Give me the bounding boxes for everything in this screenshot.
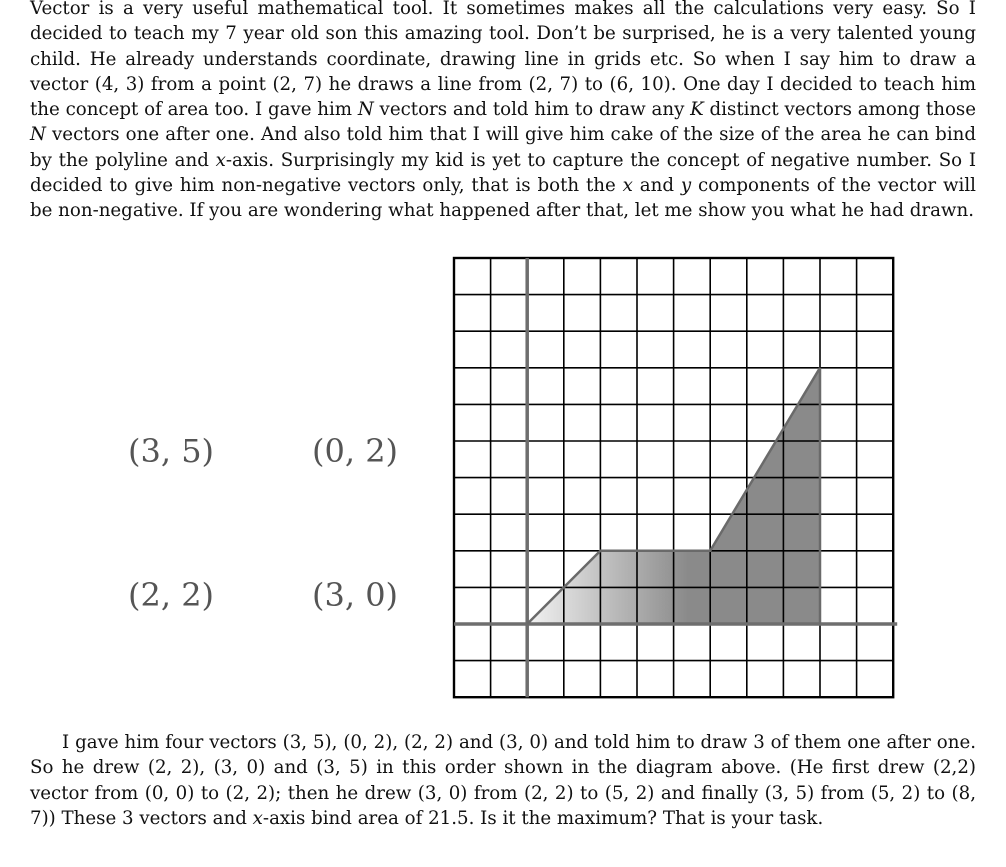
math-variable: N: [357, 99, 374, 121]
math-variable: x: [622, 175, 633, 197]
text-run: vectors one after one. And also told him that I will give him cake of the size of the area he can bind by the polyline and: [30, 124, 976, 171]
text-run: vectors and told him to draw any: [373, 99, 691, 121]
grid-diagram: [440, 250, 910, 700]
math-variable: K: [690, 99, 704, 121]
math-variable: y: [680, 175, 692, 197]
text-run: I gave him four vectors (3, 5), (0, 2), (2, 2) and (3, 0) and told him to draw 3 of them one after one. So he drew (2, 2), (3, 0) and (3, 5) in this order shown in the diagram above. (He first drew (2,2) vector from (0, 0) to (2, 2); then he drew (3, 0) from (2, 2) to (5, 2) and finally (3, 5) from (5, 2) to (8, 7)) These 3 vectors and: [30, 732, 976, 829]
math-variable: N: [30, 124, 46, 146]
vector-label: (2, 2): [128, 576, 215, 614]
text-run: and: [632, 175, 681, 197]
text-run: -axis. Surprisingly my kid is yet to capture the concept of negative number. So I decided to give him non-negative vectors only, that is both the: [30, 149, 977, 197]
vector-label: (0, 2): [312, 432, 399, 470]
vector-area-diagram: [440, 250, 910, 704]
vector-label: (3, 5): [128, 432, 215, 470]
text-run: components of the vector will be non-negative. If you are wondering what happened after that, let me show you what he had drawn.: [30, 175, 976, 222]
explanation-paragraph: [30, 730, 976, 831]
math-variable: x: [215, 149, 226, 171]
text-run: -axis bind area of 21.5. Is it the maximum? That is your task.: [262, 807, 824, 829]
text-run: distinct vectors among those: [703, 99, 976, 121]
text-run: Vector is a very useful mathematical tool. It sometimes makes all the calculations very easy. So I decided to teach my 7 year old son this amazing tool. Don’t be surprised, he is a very talented young child. He already understands coordinate, drawing line in grids etc. So when I say him to draw a vector (4, 3) from a point (2, 7) he draws a line from (2, 7) to (6, 10). One day I decided to teach him the concept of area too. I gave him: [30, 0, 976, 121]
math-variable: x: [252, 807, 263, 829]
vector-label: (3, 0): [312, 576, 399, 614]
intro-paragraph: [30, 0, 976, 224]
